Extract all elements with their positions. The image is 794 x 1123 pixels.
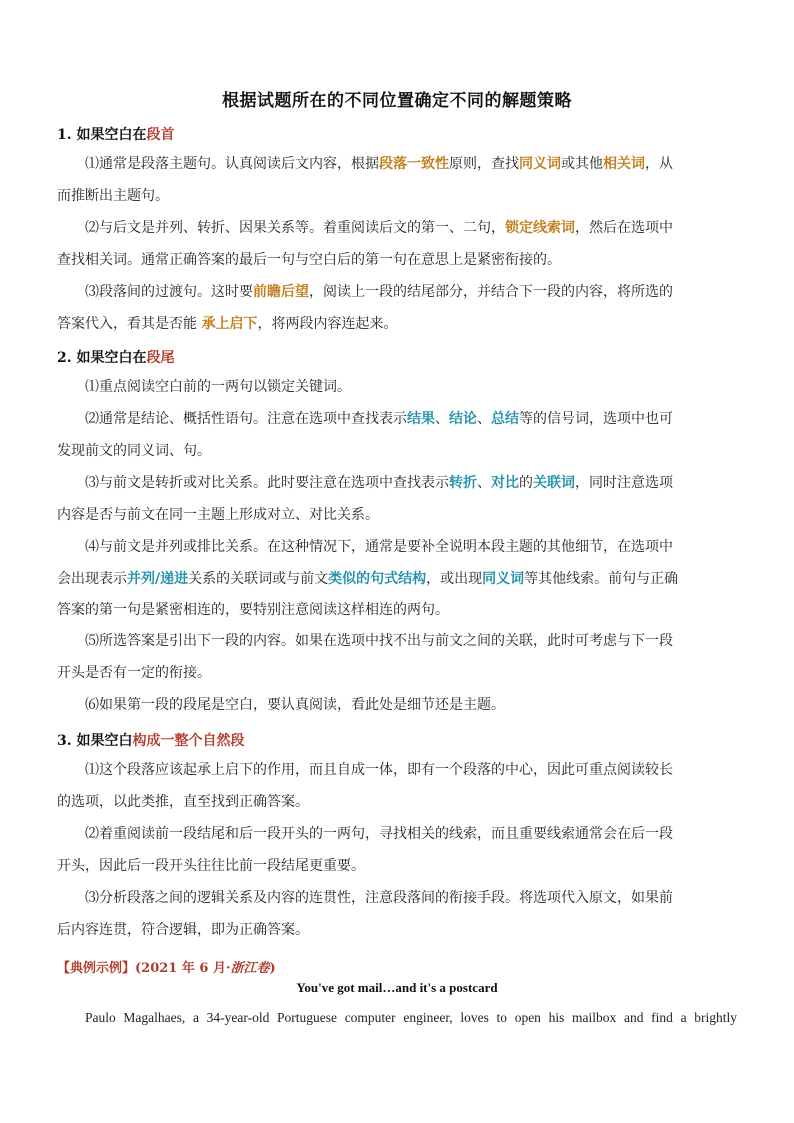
section-2-item-6: ⑹如果第一段的段尾是空白，要认真阅读，看此处是细节还是主题。 bbox=[85, 697, 505, 713]
passage-paragraph: Paulo Magalhaes, a 34-year-old Portuguese computer engineer, loves to open his mailbox and find a brightly bbox=[85, 1010, 737, 1025]
section-2-item-2: ⑵通常是结论、概括性语句。注意在选项中查找表示结果、结论、总结等的信号词，选项中也可 发现前文的同义词、句。 bbox=[57, 411, 673, 459]
section-3-number: 3. 如果空白 bbox=[57, 733, 133, 749]
section-3-heading bbox=[57, 730, 245, 750]
section-1-item-2: ⑵与后文是并列、转折、因果关系等。着重阅读后文的第一、二句，锁定线索词，然后在选项中 查找相关词。通常正确答案的最后一句与空白后的第一句在意思上是紧密衔接的。 bbox=[57, 220, 673, 268]
section-3-item-1: ⑴这个段落应该起承上启下的作用，而且自成一体，即有一个段落的中心，因此可重点阅读较长 的选项，以此类推，直至找到正确答案。 bbox=[57, 762, 673, 810]
section-2-item-4: ⑷与前文是并列或排比关系。在这种情况下，通常是要补全说明本段主题的其他细节，在选项中 会出现表示并列/递进关系的关联词或与前文类似的句式结构，或出现同义词等其他线索。前句与正确 答案的第一句是紧密相连的，要特别注意阅读这样相连的两句。 bbox=[57, 539, 679, 618]
document-title: 根据试题所在的不同位置确定不同的解题策略 bbox=[222, 91, 572, 111]
section-2-item-1: ⑴重点阅读空白前的一两句以锁定关键词。 bbox=[85, 379, 351, 395]
section-2-keyword: 段尾 bbox=[146, 350, 175, 366]
section-3-item-3: ⑶分析段落之间的逻辑关系及内容的连贯性，注意段落间的衔接手段。将选项代入原文，如果前 后内容连贯，符合逻辑，即为正确答案。 bbox=[57, 890, 673, 938]
section-1-item-1: ⑴通常是段落主题句。认真阅读后文内容，根据段落一致性原则，查找同义词或其他相关词，从 而推断出主题句。 bbox=[57, 156, 673, 204]
section-2-item-3: ⑶与前文是转折或对比关系。此时要注意在选项中查找表示转折、对比的关联词，同时注意选项 内容是否与前文在同一主题上形成对立、对比关系。 bbox=[57, 475, 673, 523]
section-1-item-3: ⑶段落间的过渡句。这时要前瞻后望，阅读上一段的结尾部分，并结合下一段的内容，将所选的 答案代入，看其是否能 承上启下，将两段内容连起来。 bbox=[57, 284, 673, 332]
passage-title: You've got mail…and it's a postcard bbox=[296, 980, 498, 995]
example-source: 浙江卷 bbox=[230, 961, 270, 976]
section-3-keyword: 构成一整个自然段 bbox=[132, 733, 245, 749]
section-2-item-5: ⑸所选答案是引出下一段的内容。如果在选项中找不出与前文之间的关联，此时可考虑与下一段 开头是否有一定的衔接。 bbox=[57, 633, 673, 681]
example-label: 【典例示例】(2021 年 6 月·浙江卷) bbox=[57, 961, 276, 976]
section-1-number: 1. 如果空白在 bbox=[57, 127, 147, 143]
section-2-heading bbox=[57, 347, 175, 367]
section-3-item-2: ⑵着重阅读前一段结尾和后一段开头的一两句，寻找相关的线索，而且重要线索通常会在后一段 开头，因此后一段开头往往比前一段结尾更重要。 bbox=[57, 826, 673, 874]
section-1-heading bbox=[57, 124, 175, 144]
section-1-keyword: 段首 bbox=[146, 127, 175, 143]
section-2-number: 2. 如果空白在 bbox=[57, 350, 147, 366]
